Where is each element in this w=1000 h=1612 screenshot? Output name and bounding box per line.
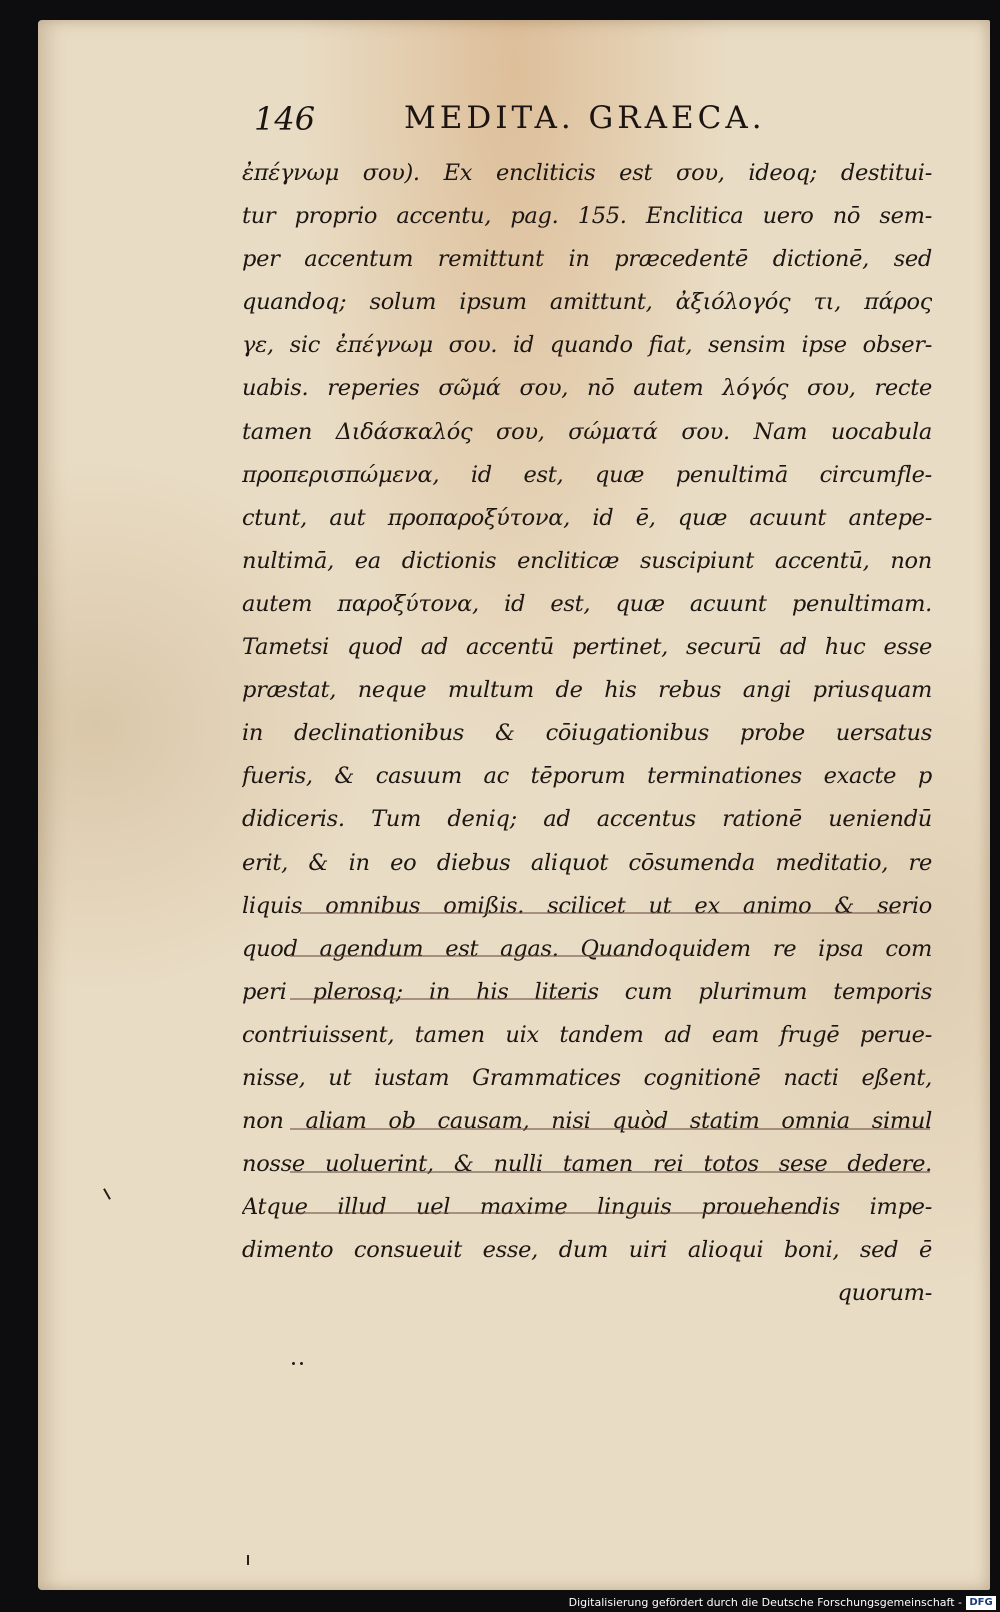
- margin-speck: [247, 1555, 249, 1565]
- text-line: uabis. reperies σῶμά σου, nō autem λόγός σου, recte: [242, 375, 932, 402]
- text-line: γε, sic ἐπέγνωμ σου. id quando fiat, sensim ipse obser-: [242, 332, 932, 359]
- margin-speck: [300, 1362, 303, 1365]
- text-line: erit, & in eo diebus aliquot cōsumenda meditatio, re: [242, 849, 932, 876]
- text-line: ἐπέγνωμ σου). Ex encliticis est σου, ideoq; destitui-: [242, 160, 932, 186]
- reader-underline: [290, 998, 590, 1000]
- text-line: ctunt, aut προπαροξύτονα, id ē, quæ acuunt antepe-: [242, 504, 932, 531]
- digitization-footer: [0, 1594, 1000, 1612]
- text-line: liquis omnibus omißis. scilicet ut ex animo & serio: [242, 892, 932, 919]
- text-line: tamen Διδάσκαλός σου, σώματά σου. Nam uocabula: [242, 418, 932, 445]
- text-line: Atque illud uel maxime linguis prouehendis impe-: [242, 1194, 932, 1221]
- reader-underline: [290, 1171, 930, 1173]
- reader-underline: [290, 955, 630, 957]
- text-line: contriuissent, tamen uix tandem ad eam frugē perue-: [242, 1021, 932, 1048]
- page-number: 146: [254, 100, 316, 138]
- text-line: in declinationibus & cōiugationibus probe uersatus: [242, 720, 932, 747]
- text-line: præstat, neque multum de his rebus angi priusquam: [242, 677, 932, 704]
- reader-underline: [300, 912, 900, 914]
- text-line: fueris, & casuum ac tēporum terminationes exacte p: [242, 763, 932, 790]
- dfg-logo: DFG: [966, 1596, 996, 1610]
- text-line: tur proprio accentu, pag. 155. Enclitica uero nō sem-: [242, 203, 932, 230]
- text-line: peri plerosq; in his literis cum plurimum temporis: [242, 978, 932, 1005]
- text-line: nisse, ut iustam Grammatices cognitionē nacti eßent,: [242, 1064, 932, 1091]
- text-line: Tametsi quod ad accentū pertinet, securū ad huc esse: [242, 634, 932, 661]
- text-line: quandoq; solum ipsum amittunt, ἀξιόλογός τι, πάρος: [242, 289, 932, 316]
- reader-underline: [290, 1128, 930, 1130]
- text-line: didiceris. Tum deniq; ad accentus rationē ueniendū: [242, 806, 932, 833]
- running-head: MEDITA. GRAECA.: [404, 100, 766, 136]
- text-line: non aliam ob causam, nisi quòd statim omnia simul: [242, 1108, 932, 1135]
- page-header: [254, 100, 954, 160]
- catchword: quorum-: [837, 1280, 932, 1307]
- text-line: per accentum remittunt in præcedentē dictionē, sed: [242, 246, 932, 273]
- margin-speck: [292, 1362, 295, 1365]
- text-line: nosse uoluerint, & nulli tamen rei totos sese dedere.: [242, 1151, 932, 1178]
- text-line: quod agendum est agas. Quandoquidem re ipsa com: [242, 935, 932, 962]
- body-text: [242, 152, 932, 1316]
- text-line: προπερισπώμενα, id est, quæ penultimā circumfle-: [242, 461, 932, 488]
- text-line: nultimā, ea dictionis encliticæ suscipiunt accentū, non: [242, 547, 932, 574]
- reader-underline: [290, 1212, 810, 1214]
- funding-credit: Digitalisierung gefördert durch die Deutsche Forschungsgemeinschaft -: [568, 1596, 962, 1609]
- text-line: dimento consueuit esse, dum uiri alioqui boni, sed ē: [242, 1237, 932, 1264]
- text-line: autem παροξύτονα, id est, quæ acuunt penultimam.: [242, 590, 932, 617]
